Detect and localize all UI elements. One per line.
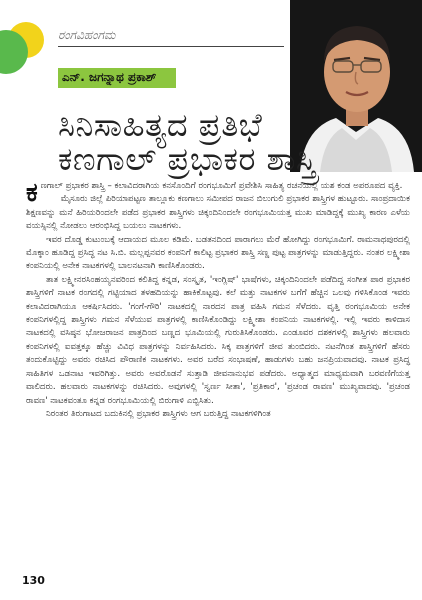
author-name: ಎನ್. ಜಗನ್ನಾಥ ಪ್ರಕಾಶ್ xyxy=(62,70,157,84)
article-paragraph: ಮೈಸೂರು ಜಿಲ್ಲೆ ಪಿರಿಯಾಪಟ್ಟಣ ತಾಲ್ಲೂಕು ಕಣಗಾಲು ಸಮೀಪದ ರಾಜನ ಬಿಲುಗುಲಿ ಪ್ರಭಾಕರ ಶಾಸ್ತ್ರಿಗಳ ಹುಟ್ಟೂರು. ಸಾಂಪ್ರದಾಯಿಕ ಶಿಕ್ಷಣವನ್ನು ಮನೆ ಹಿರಿಯರಿಂದಲೇ ಪಡೆದ ಪ್ರಭಾಕರ ಶಾಸ್ತ್ರಿಗಳು ಚಿಕ್ಕಂದಿನಿಂದಲೇ ರಂಗಭೂಮಿಯತ್ತ ಮುಖ ಮಾಡಿದ್ದಕ್ಕೆ ಮುಖ್ಯ ಕಾರಣ ಎಳೆಯ ವಯಸ್ಸಿನಲ್ಲಿ ನೋಡಲು ಆರಂಭಿಸಿದ್ದ ಬಯಲು ನಾಟಕಗಳು. xyxy=(26,194,410,232)
article-paragraph: ತಾತ ಲಕ್ಷ್ಮೀನರಸಿಂಹಯ್ಯನವರಿಂದ ಕಲಿತಿದ್ದ ಕನ್ನಡ, ಸಂಸ್ಕೃತ, 'ಇಂಗ್ಲಿಷ್' ಭಾಷೆಗಳು, ಚಿಕ್ಕಂದಿನಿಂದಲೇ ಪಡೆದಿದ್ದ ಸಂಗೀತ ಪಾಠ ಪ್ರಭಾಕರ ಶಾಸ್ತ್ರಿಗಳಿಗೆ ನಾಟಕ ರಂಗದಲ್ಲಿ ಗಟ್ಟಿಯಾದ ತಳಹದಿಯನ್ನು ಹಾಕಿಕೊಟ್ಟವು. ಕಲೆ ಮತ್ತು ನಾಟಕಗಳ ಬಗೆಗೆ ಹೆಚ್ಚಿನ ಒಲವು ಗಳಿಸಿಕೊಂಡ ಇವರು ಕಲಾವಿದರಾಗಿಯೂ ಆಕರ್ಷಿಸಿದರು. 'ಗಂಗೆ-ಗೌರಿ' ನಾಟಕದಲ್ಲಿ ನಾರದನ ಪಾತ್ರ ವಹಿಸಿ ಗಮನ ಸೆಳೆದರು. ವೃತ್ತಿ ರಂಗಭೂಮಿಯ ಅನೇಕ ಕಂಪನಿಗಳಲ್ಲಿದ್ದ ಶಾಸ್ತ್ರಿಗಳು ಗಮನ ಸೆಳೆಯುವ ಪಾತ್ರಗಳಲ್ಲಿ ಕಾಣಿಸಿಕೊಂಡಿದ್ದು ಲಕ್ಷ್ಮೀಶಾ ಕಂಪನಿಯ ನಾಟಕಗಳಲ್ಲಿ. ಇಲ್ಲಿ ಇವರು ಕಾಳಿದಾಸ ನಾಟಕದಲ್ಲಿ ವಸಿಷ್ಠನ ಭೋಜರಾಜನ ಪಾತ್ರದಿಂದ ಬಣ್ಣದ ಭೂಮಿಯಲ್ಲಿ ಗುರುತಿಸಿಕೊಂಡರು. ಎಂಡೂವರ ದಶಕಗಳಲ್ಲಿ ಶಾಸ್ತ್ರಿಗಳು ಹಲವಾರು ಕಂಪನಿಗಳಲ್ಲಿ ಐವತ್ತಕ್ಕೂ ಹೆಚ್ಚು ವಿವಿಧ ಪಾತ್ರಗಳನ್ನು ನಿರ್ವಹಿಸಿದರು. ಸಿಕ್ಕ ಪಾತ್ರಗಳಿಗೆ ಜೀವ ತುಂಬಿದರು. ನಟನೆಗಿಂತ ಶಾಸ್ತ್ರಿಗಳಿಗೆ ಹೆಸರು ತಂದುಕೊಟ್ಟಿದ್ದು ಅವರು ರಚಿಸಿದ ಪೌರಾಣಿಕ ನಾಟಕಗಳು. ಅವರ ಬರೆದ ಸಂಭಾಷಣೆ, ಹಾಡುಗಳು ಬಹು ಜನಪ್ರಿಯವಾದವು. ನಾಟಕ ಪ್ರಸಿದ್ಧ ಸಾಹಿತಿಗಳ ಒಡನಾಟ ಇವರಿಗಿತ್ತು. ಅವರು ಅವರೊಡನೆ ಸುತ್ತಾಡಿ ಜೀವನಾನುಭವ ಪಡೆದರು. ಅಧ್ಯಾತ್ಮದ ಮಾಧ್ಯಮವಾಗಿ ಬರವಣಿಗೆಯತ್ತ ವಾಲಿದರು. ಹಲವಾರು ನಾಟಕಗಳನ್ನು ರಚಿಸಿದರು. ಅವುಗಳಲ್ಲಿ 'ಸ್ವರ್ಣ ಸೀತಾ', 'ಪ್ರತಿಕಾರ', 'ಪ್ರಚಂಡ ರಾವಣ' ಮುಖ್ಯವಾದವು. 'ಪ್ರಚಂಡ ರಾವಣ' ನಾಟಕವಂತೂ ಕನ್ನಡ ರಂಗಭೂಮಿಯಲ್ಲಿ ಬಿರುಗಾಳಿ ಎಬ್ಬಿಸಿತು. xyxy=(26,274,410,406)
article-paragraph: ಇವರ ದೊಡ್ಡ ಕುಟುಂಬಕ್ಕೆ ಆದಾಯದ ಮೂಲ ಕಡಿಮೆ. ಬಡತನದಿಂದ ಪಾರಾಗಲು ಮೆರೆ ಹೋಗಿದ್ದು ರಂಗಭೂಮಿಗೆ. ರಾಮನಾಥಪುರದಲ್ಲಿ ಮೊಕ್ಕಾಂ ಹೂಡಿದ್ದ ಪ್ರಸಿದ್ಧ ನಟ ಸಿ.ಬಿ. ಮಲ್ಲಪ್ಪನವರ ಕಂಪನಿಗೆ ಕಾಲಿಟ್ಟ ಪ್ರಭಾಕರ ಶಾಸ್ತ್ರಿ ಸಣ್ಣ ಪುಟ್ಟ ಪಾತ್ರಗಳನ್ನು ಮಾಡುತ್ತಿದ್ದರು. ನಂತರ ಲಕ್ಷ್ಮೀಶಾ ಕಂಪನಿಯಲ್ಲಿ ಅನೇಕ ನಾಟಕಗಳಲ್ಲಿ ಬಾಲನಟನಾಗಿ ಕಾಣಿಸಿಕೊಂಡರು. xyxy=(26,234,410,272)
section-label: ರಂಗವಿಹಂಗಮ xyxy=(58,28,116,42)
page-number: 130 xyxy=(22,574,45,587)
paragraph-text: ಣಗಾಲ್ ಪ್ರಭಾಕರ ಶಾಸ್ತ್ರಿ – ಕಲಾವಿದರಾಗಿಯ ಕನಸೊಂದಿಗೆ ರಂಗಭೂಮಿಗೆ ಪ್ರವೇಶಿಸಿ ಸಾಹಿತ್ಯ ರಚನೆಯಲ್ಲಿ ಯಶ ಕಂಡ ಅಪರೂಪದ ವ್ಯಕ್ತಿ. xyxy=(40,181,403,191)
article-body xyxy=(26,180,410,421)
article-paragraph: ನಿರಂತರ ತಿರುಗಾಟದ ಬದುಕಿನಲ್ಲಿ ಪ್ರಭಾಕರ ಶಾಸ್ತ್ರಿಗಳು ಆಗ ಬರುತ್ತಿದ್ದ ನಾಟಕಗಳಿಗಿಂತ xyxy=(46,408,271,419)
article-title-line-1: ಸಿನಿಸಾಹಿತ್ಯದ ಪ್ರತಿಭೆ xyxy=(58,106,263,144)
article-title-line-2: ಕಣಗಾಲ್ ಪ್ರಭಾಕರ ಶಾಸ್ತ್ರಿ xyxy=(58,140,318,178)
article-paragraph xyxy=(26,178,410,208)
drop-cap: ಕ xyxy=(26,178,38,208)
section-divider xyxy=(58,46,284,47)
